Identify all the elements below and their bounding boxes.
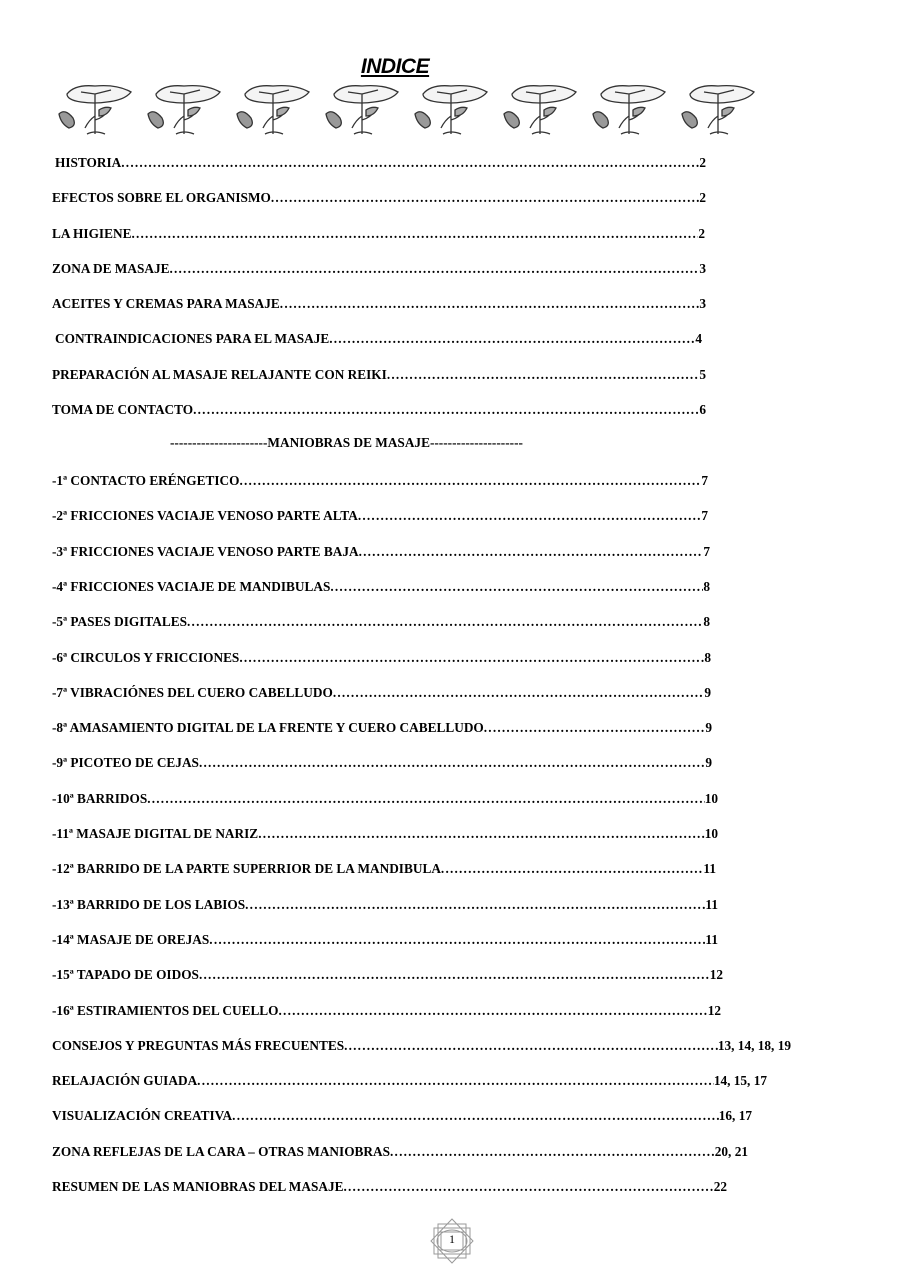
toc-entry-title: -16ª ESTIRAMIENTOS DEL CUELLO: [52, 1003, 279, 1018]
dot-leader: [333, 684, 705, 702]
dot-leader: [245, 896, 705, 914]
toc-entry[interactable]: [52, 578, 710, 596]
toc-entry[interactable]: [55, 154, 706, 172]
dot-leader: [390, 1143, 715, 1161]
toc-entry-page: 13, 14, 18, 19: [717, 1038, 791, 1053]
toc-entry[interactable]: [52, 260, 706, 278]
toc-entry-title: -5ª PASES DIGITALES: [52, 614, 188, 629]
toc-entry-title: -9ª PICOTEO DE CEJAS: [52, 755, 199, 770]
toc-entry[interactable]: [52, 507, 708, 525]
toc-entry[interactable]: [52, 1072, 767, 1090]
toc-entry[interactable]: [52, 790, 718, 808]
dot-leader: [121, 154, 699, 172]
dot-leader: [232, 1107, 719, 1125]
toc-entry-title: -1ª CONTACTO ERÉNGETICO: [52, 473, 240, 488]
page-number-badge: [428, 1218, 476, 1264]
toc-entry[interactable]: [52, 1178, 727, 1196]
toc-entry-title: LA HIGIENE: [52, 226, 132, 241]
toc-entry-page: 3: [699, 296, 706, 311]
toc-entry-page: 11: [703, 861, 716, 876]
flower-icon: [500, 80, 582, 138]
flower-icon: [144, 80, 226, 138]
dot-leader: [343, 1178, 713, 1196]
toc-entry[interactable]: [52, 401, 706, 419]
dot-leader: [258, 825, 705, 843]
toc-entry-title: -4ª FRICCIONES VACIAJE DE MANDIBULAS: [52, 579, 331, 594]
toc-entry-page: 20, 21: [714, 1144, 748, 1159]
toc-entry-title: EFECTOS SOBRE EL ORGANISMO: [52, 190, 271, 205]
dot-leader: [358, 507, 701, 525]
toc-entry-page: 9: [705, 720, 712, 735]
toc-entry-page: 7: [701, 508, 708, 523]
toc-entry-title: -10ª BARRIDOS: [52, 791, 148, 806]
dot-leader: [330, 578, 703, 596]
toc-entry-title: ACEITES Y CREMAS PARA MASAJE: [52, 296, 280, 311]
toc-entry-page: 8: [703, 579, 710, 594]
dot-leader: [359, 543, 704, 561]
toc-entry[interactable]: [52, 613, 710, 631]
toc-entry-page: 14, 15, 17: [713, 1073, 767, 1088]
toc-entry[interactable]: [52, 966, 723, 984]
toc-entry-title: ZONA REFLEJAS DE LA CARA – OTRAS MANIOBRAS: [52, 1144, 391, 1159]
toc-entry-title: ZONA DE MASAJE: [52, 261, 170, 276]
toc-entry-title: -13ª BARRIDO DE LOS LABIOS: [52, 897, 246, 912]
dot-leader: [280, 295, 700, 313]
toc-entry-title: HISTORIA: [55, 155, 122, 170]
toc-entry-title: -11ª MASAJE DIGITAL DE NARIZ: [52, 826, 259, 841]
toc-entry-page: 9: [704, 685, 711, 700]
toc-entry-page: 7: [701, 473, 708, 488]
dot-leader: [239, 472, 701, 490]
toc-entry-title: TOMA DE CONTACTO: [52, 402, 194, 417]
toc-entry-page: 5: [699, 367, 706, 382]
toc-entry-page: 2: [699, 155, 706, 170]
toc-entry-page: 12: [707, 1003, 721, 1018]
toc-entry[interactable]: [52, 1143, 748, 1161]
toc-entry-title: -14ª MASAJE DE OREJAS: [52, 932, 210, 947]
dot-leader: [169, 260, 699, 278]
toc-entry-title: RESUMEN DE LAS MANIOBRAS DEL MASAJE: [52, 1179, 344, 1194]
flower-icon: [233, 80, 315, 138]
toc-entry[interactable]: [52, 684, 711, 702]
dot-leader: [484, 719, 706, 737]
dot-leader: [239, 649, 704, 667]
flower-icon: [589, 80, 671, 138]
toc-entry[interactable]: [55, 330, 702, 348]
toc-entry-page: 9: [705, 755, 712, 770]
dot-leader: [209, 931, 705, 949]
page-number: 1: [449, 1232, 455, 1246]
toc-entry[interactable]: [52, 1037, 791, 1055]
toc-entry-page: 6: [699, 402, 706, 417]
toc-entry-title: -3ª FRICCIONES VACIAJE VENOSO PARTE BAJA: [52, 544, 359, 559]
dot-leader: [387, 366, 700, 384]
toc-entry-page: 11: [705, 897, 718, 912]
dot-leader: [344, 1037, 718, 1055]
toc-entry-page: 11: [705, 932, 718, 947]
toc-entry-page: 3: [699, 261, 706, 276]
dot-leader: [271, 189, 700, 207]
toc-entry-page: 12: [709, 967, 723, 982]
toc-entry-title: PREPARACIÓN AL MASAJE RELAJANTE CON REIKI: [52, 367, 387, 382]
dot-leader: [199, 966, 710, 984]
dot-leader: [441, 860, 704, 878]
toc-entry-title: -7ª VIBRACIÓNES DEL CUERO CABELLUDO: [52, 685, 333, 700]
toc-entry-title: -12ª BARRIDO DE LA PARTE SUPERRIOR DE LA MANDIBULA: [52, 861, 441, 876]
toc-entry-title: CONSEJOS Y PREGUNTAS MÁS FRECUENTES: [52, 1038, 345, 1053]
toc-entry-page: 2: [699, 190, 706, 205]
toc-entry[interactable]: [52, 1107, 752, 1125]
toc-entry-title: -8ª AMASAMIENTO DIGITAL DE LA FRENTE Y CUERO CABELLUDO: [52, 720, 484, 735]
toc-entry[interactable]: [52, 825, 718, 843]
toc-entry-page: 2: [698, 226, 705, 241]
section-heading-maniobras: ----------------------MANIOBRAS DE MASAJE---------------------: [170, 435, 523, 450]
toc-entry[interactable]: [52, 543, 710, 561]
toc-entry-page: 8: [704, 650, 711, 665]
flower-icon: [411, 80, 493, 138]
flower-border: [55, 80, 760, 138]
toc-entry-title: -15ª TAPADO DE OIDOS: [52, 967, 199, 982]
toc-entry-page: 22: [713, 1179, 727, 1194]
toc-entry-page: 10: [704, 791, 718, 806]
toc-entry-title: -6ª CIRCULOS Y FRICCIONES: [52, 650, 240, 665]
toc-entry[interactable]: [52, 754, 712, 772]
dot-leader: [131, 225, 698, 243]
dot-leader: [193, 401, 699, 419]
toc-entry-title: VISUALIZACIÓN CREATIVA: [52, 1108, 233, 1123]
dot-leader: [329, 330, 695, 348]
toc-entry[interactable]: [52, 649, 711, 667]
dot-leader: [279, 1002, 708, 1020]
toc-entry-page: 4: [695, 331, 702, 346]
flower-icon: [678, 80, 760, 138]
dot-leader: [197, 1072, 714, 1090]
toc-entry-title: CONTRAINDICACIONES PARA EL MASAJE: [55, 331, 330, 346]
dot-leader: [147, 790, 704, 808]
dot-leader: [199, 754, 705, 772]
toc-entry-page: 8: [703, 614, 710, 629]
toc-entry-title: -2ª FRICCIONES VACIAJE VENOSO PARTE ALTA: [52, 508, 358, 523]
toc-entry[interactable]: [52, 1002, 721, 1020]
toc-entry[interactable]: [52, 931, 718, 949]
toc-entry-page: 16, 17: [718, 1108, 752, 1123]
page-title: INDICE: [360, 55, 430, 78]
toc-entry[interactable]: [52, 366, 706, 384]
flower-icon: [55, 80, 137, 138]
flower-icon: [322, 80, 404, 138]
toc-entry[interactable]: [52, 295, 706, 313]
toc-entry[interactable]: [52, 225, 705, 243]
toc-entry-page: 10: [704, 826, 718, 841]
toc-entry[interactable]: [52, 472, 708, 490]
dot-leader: [187, 613, 703, 631]
toc-entry[interactable]: [52, 896, 718, 914]
toc-entry[interactable]: [52, 719, 712, 737]
toc-entry[interactable]: [52, 860, 716, 878]
toc-entry[interactable]: [52, 189, 706, 207]
toc-entry-page: 7: [703, 544, 710, 559]
toc-entry-title: RELAJACIÓN GUIADA: [52, 1073, 198, 1088]
